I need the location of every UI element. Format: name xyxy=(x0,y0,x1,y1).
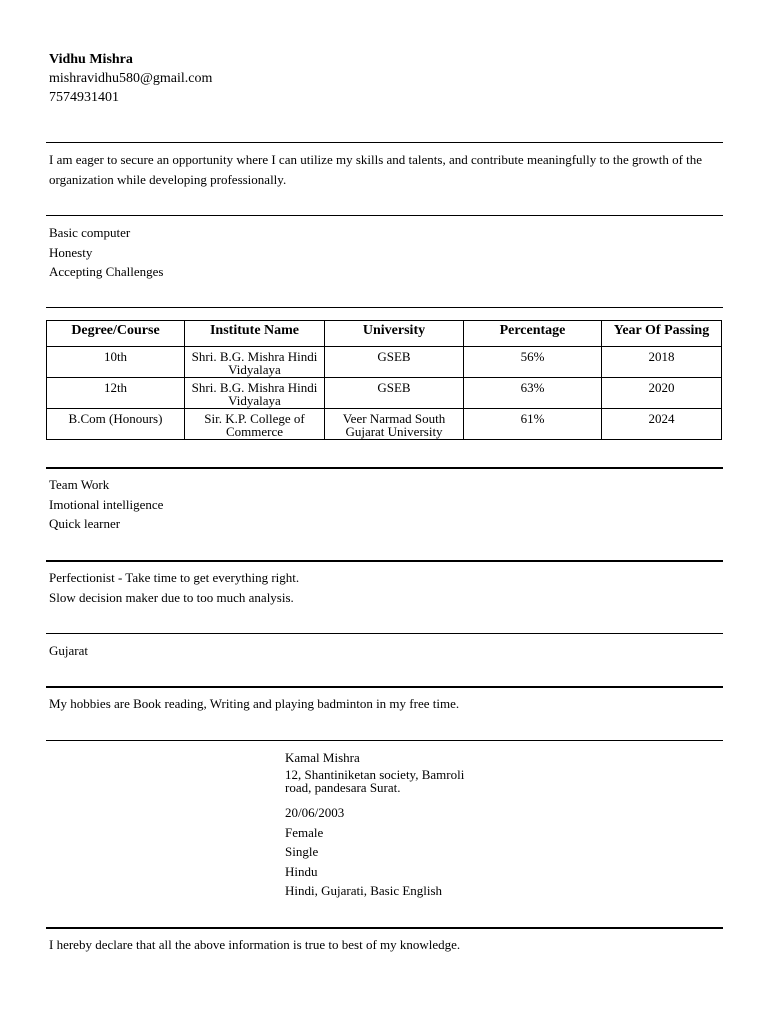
divider xyxy=(46,560,723,562)
list-item: Basic computer xyxy=(49,225,131,240)
table-row xyxy=(47,409,722,440)
divider xyxy=(46,307,723,308)
gender: Female xyxy=(285,825,324,840)
list-item: Team Work xyxy=(49,477,110,492)
address-line: road, pandesara Surat. xyxy=(285,780,401,795)
column-header: Degree/Course xyxy=(47,321,185,347)
email: mishravidhu580@gmail.com xyxy=(49,71,213,86)
address-line: 12, Shantiniketan society, Bamroli xyxy=(285,767,465,782)
education-table xyxy=(46,320,722,440)
column-header: University xyxy=(325,321,464,347)
table-cell: GSEB xyxy=(325,378,464,409)
address xyxy=(285,768,464,794)
religion: Hindu xyxy=(285,864,318,879)
list-item: Quick learner xyxy=(49,516,121,531)
table-cell: 63% xyxy=(464,378,602,409)
column-header: Percentage xyxy=(464,321,602,347)
table-cell: B.Com (Honours) xyxy=(47,409,185,440)
table-cell: 56% xyxy=(464,347,602,378)
table-header-row xyxy=(47,321,722,347)
table-cell: Veer Narmad South Gujarat University xyxy=(325,409,464,440)
declaration-text: I hereby declare that all the above information is true to best of my knowledge. xyxy=(49,937,461,952)
divider xyxy=(46,927,723,929)
list-item: Honesty xyxy=(49,244,93,260)
table-cell: Shri. B.G. Mishra Hindi Vidyalaya xyxy=(185,378,325,409)
marital-status: Single xyxy=(285,844,319,859)
table-row xyxy=(47,378,722,409)
table-cell: 2018 xyxy=(602,347,722,378)
table-cell: 61% xyxy=(464,409,602,440)
languages: Hindi, Gujarati, Basic English xyxy=(285,883,443,898)
list-item: Perfectionist - Take time to get everything right. xyxy=(49,570,300,585)
skills-list xyxy=(49,223,163,282)
list-item: Accepting Challenges xyxy=(49,264,164,279)
candidate-name: Vidhu Mishra xyxy=(49,52,133,67)
table-cell: 2020 xyxy=(602,378,722,409)
date-of-birth: 20/06/2003 xyxy=(285,805,345,820)
location-text: Gujarat xyxy=(49,643,88,658)
divider xyxy=(46,740,723,741)
divider xyxy=(46,686,723,688)
weaknesses-list xyxy=(49,568,299,607)
table-cell: 2024 xyxy=(602,409,722,440)
table-cell: Sir. K.P. College of Commerce xyxy=(185,409,325,440)
table-cell: 12th xyxy=(47,378,185,409)
divider xyxy=(46,633,723,634)
divider xyxy=(46,467,723,469)
divider xyxy=(46,142,723,143)
table-cell: GSEB xyxy=(325,347,464,378)
table-row xyxy=(47,347,722,378)
phone: 7574931401 xyxy=(49,90,119,105)
table-cell: Shri. B.G. Mishra Hindi Vidyalaya xyxy=(185,347,325,378)
table-cell: 10th xyxy=(47,347,185,378)
objective-text: I am eager to secure an opportunity where I can utilize my skills and talents, and contribute meaningfully to the growth of the organization while developing professionally. xyxy=(49,152,703,187)
list-item: Slow decision maker due to too much analysis. xyxy=(49,589,294,605)
strengths-list xyxy=(49,475,163,534)
list-item: Imotional intelligence xyxy=(49,496,164,512)
father-name: Kamal Mishra xyxy=(285,750,360,765)
hobbies-text: My hobbies are Book reading, Writing and playing badminton in my free time. xyxy=(49,696,460,711)
column-header: Year Of Passing xyxy=(602,321,722,347)
divider xyxy=(46,215,723,216)
column-header: Institute Name xyxy=(185,321,325,347)
